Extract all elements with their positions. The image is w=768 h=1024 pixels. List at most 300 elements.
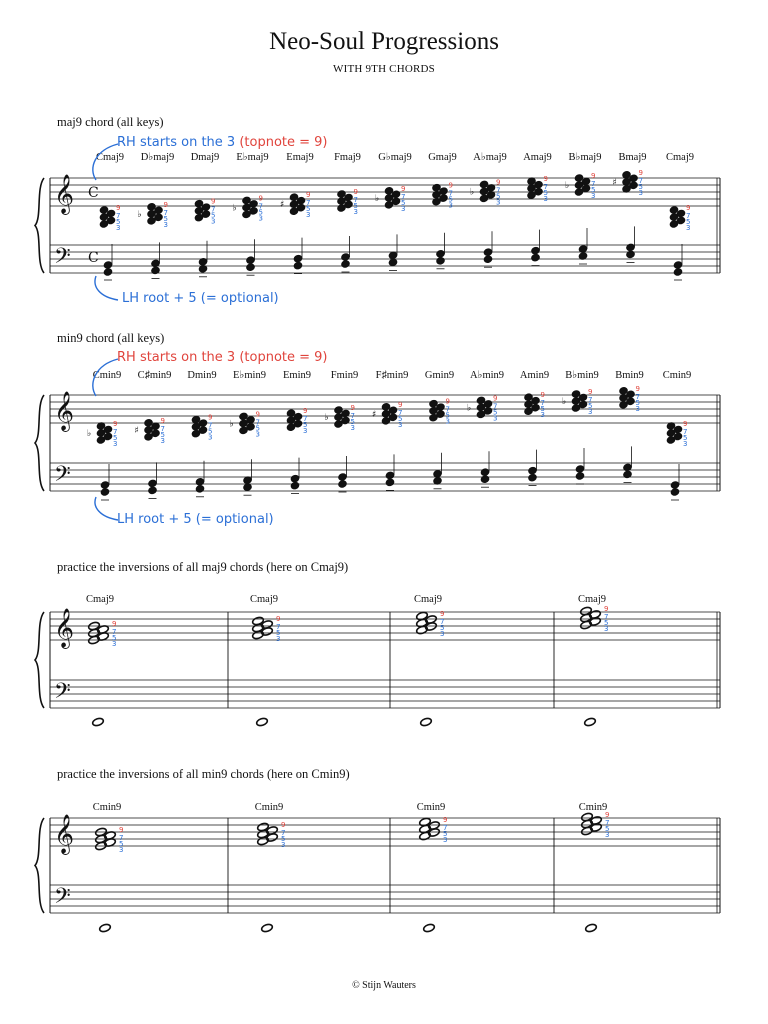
chord-symbol: B♭min9 bbox=[565, 370, 599, 381]
chord-symbol: Cmaj9 bbox=[250, 594, 278, 605]
fingering-blue: 7 bbox=[493, 402, 498, 411]
note-head bbox=[528, 466, 538, 475]
accidental: ♯ bbox=[372, 409, 377, 420]
copyright-notice: © Stijn Wauters bbox=[352, 980, 416, 991]
chord-symbol: Amin9 bbox=[519, 370, 550, 381]
fingering-blue: 5 bbox=[604, 619, 609, 627]
note-head bbox=[623, 463, 633, 472]
fingering-nine: 9 bbox=[353, 188, 358, 196]
fingering-blue: 5 bbox=[353, 202, 358, 210]
fingering-blue: 7 bbox=[258, 202, 263, 211]
handwritten-note-lh-min9: LH root + 5 (= optional) bbox=[117, 512, 274, 527]
fingering-blue: 5 bbox=[163, 214, 168, 223]
note-head bbox=[436, 249, 446, 258]
note-head bbox=[92, 717, 105, 727]
fingering-blue: 7 bbox=[605, 819, 610, 827]
page-subtitle: WITH 9TH CHORDS bbox=[333, 63, 435, 75]
fingering-blue: 3 bbox=[398, 420, 403, 429]
fingering-blue: 5 bbox=[445, 411, 450, 420]
note-head bbox=[670, 481, 680, 490]
note-head bbox=[420, 717, 433, 727]
accidental: ♭ bbox=[137, 209, 142, 220]
chord-symbol: Cmin9 bbox=[92, 802, 122, 813]
fingering-blue: 3 bbox=[686, 224, 691, 232]
chord-symbol: Cmin9 bbox=[578, 802, 608, 813]
fingering-nine: 9 bbox=[543, 175, 548, 184]
fingering-blue: 3 bbox=[255, 430, 260, 439]
note-head bbox=[151, 266, 161, 275]
note-head bbox=[341, 260, 351, 269]
note-red-text: (topnote = 9) bbox=[239, 350, 328, 365]
fingering-blue: 7 bbox=[211, 205, 216, 214]
bass-notes bbox=[423, 923, 436, 933]
note-head bbox=[531, 246, 541, 255]
fingering-blue: 3 bbox=[443, 836, 448, 844]
fingering-blue: 5 bbox=[605, 825, 610, 833]
fingering-blue: 7 bbox=[443, 824, 448, 832]
fingering-blue: 5 bbox=[306, 205, 311, 214]
fingering-blue: 3 bbox=[281, 841, 286, 849]
fingering-blue: 7 bbox=[303, 415, 308, 424]
fingering-blue: 5 bbox=[635, 398, 640, 407]
annotation-arrow bbox=[95, 497, 118, 520]
bass-notes bbox=[385, 454, 395, 490]
accidental: ♭ bbox=[565, 181, 570, 191]
accidental: ♯ bbox=[612, 177, 617, 188]
fingering-nine: 9 bbox=[303, 407, 308, 416]
fingering-nine: 9 bbox=[211, 197, 216, 206]
fingering-nine: 9 bbox=[208, 413, 213, 422]
fingering-blue: 3 bbox=[350, 424, 355, 432]
fingering-blue: 3 bbox=[445, 417, 450, 426]
chord-symbol: G♭maj9 bbox=[378, 152, 412, 163]
fingering-blue: 5 bbox=[303, 421, 308, 430]
fingering-nine: 9 bbox=[281, 821, 286, 829]
grand-staff-brace bbox=[35, 612, 44, 708]
treble-clef: 𝄞 bbox=[54, 391, 75, 431]
fingering-blue: 3 bbox=[591, 192, 596, 200]
chord-symbol: Cmin9 bbox=[416, 802, 446, 813]
chord-symbol: Cmin9 bbox=[254, 802, 284, 813]
note-head bbox=[148, 479, 158, 488]
fingering-nine: 9 bbox=[258, 194, 263, 203]
fingering-blue: 3 bbox=[276, 635, 281, 643]
accidental: ♭ bbox=[467, 403, 472, 414]
chord-symbol: E♭min9 bbox=[233, 370, 266, 381]
note-head bbox=[385, 478, 395, 487]
section-heading-min9-inversions: practice the inversions of all min9 chords (here on Cmin9) bbox=[57, 767, 350, 781]
treble-clef: 𝄞 bbox=[54, 174, 75, 214]
fingering-blue: 7 bbox=[255, 418, 260, 427]
chord-notes bbox=[381, 402, 398, 425]
accidental: ♭ bbox=[232, 203, 237, 214]
chord-notes bbox=[257, 822, 279, 846]
fingering-blue: 7 bbox=[591, 180, 596, 188]
fingering-blue: 3 bbox=[401, 204, 406, 213]
note-head bbox=[528, 473, 538, 482]
chord-symbol: Bmin9 bbox=[615, 370, 644, 381]
chord-symbol: Cmaj9 bbox=[86, 594, 114, 605]
note-head bbox=[195, 477, 205, 486]
bass-clef: 𝄢 bbox=[54, 884, 71, 914]
note-head bbox=[673, 261, 683, 270]
bass-notes bbox=[103, 244, 113, 280]
accidental: ♭ bbox=[229, 419, 234, 430]
chord-notes bbox=[432, 183, 449, 206]
bass-notes bbox=[585, 923, 598, 933]
note-head bbox=[293, 254, 303, 263]
fingering-nine: 9 bbox=[113, 420, 118, 428]
bass-clef: 𝄢 bbox=[54, 462, 71, 492]
fingering-blue: 7 bbox=[116, 212, 121, 220]
note-head bbox=[293, 261, 303, 270]
chord-symbol: Cmin9 bbox=[92, 370, 122, 381]
bass-notes bbox=[575, 448, 585, 484]
fingering-blue: 7 bbox=[350, 412, 355, 420]
fingering-blue: 5 bbox=[398, 414, 403, 423]
bass-notes bbox=[483, 231, 493, 267]
note-head bbox=[195, 484, 205, 493]
fingering-nine: 9 bbox=[588, 388, 593, 396]
fingering-blue: 5 bbox=[276, 629, 281, 637]
chord-notes bbox=[144, 418, 161, 441]
chord-notes bbox=[194, 199, 211, 222]
fingering-blue: 7 bbox=[604, 613, 609, 621]
note-blue-text: RH starts on the 3 bbox=[117, 135, 236, 150]
fingering-nine: 9 bbox=[112, 620, 117, 628]
fingering-nine: 9 bbox=[276, 615, 281, 623]
note-head bbox=[584, 717, 597, 727]
accidental: ♭ bbox=[87, 429, 92, 439]
note-head bbox=[103, 268, 113, 277]
fingering-blue: 7 bbox=[306, 199, 311, 208]
fingering-blue: 7 bbox=[160, 424, 165, 433]
fingering-blue: 5 bbox=[281, 835, 286, 843]
grand-staff-brace bbox=[35, 818, 44, 913]
fingering-blue: 7 bbox=[496, 186, 501, 195]
chord-symbol: D♭maj9 bbox=[140, 152, 175, 163]
note-head bbox=[246, 256, 256, 265]
note-head bbox=[290, 474, 300, 483]
fingering-blue: 5 bbox=[112, 634, 117, 642]
fingering-blue: 3 bbox=[112, 640, 117, 648]
treble-clef: 𝄞 bbox=[54, 814, 75, 854]
fingering-nine: 9 bbox=[686, 204, 691, 212]
chord-symbol: Cmaj9 bbox=[96, 152, 124, 163]
fingering-blue: 3 bbox=[493, 414, 498, 423]
fingering-blue: 7 bbox=[113, 428, 118, 436]
fingering-nine: 9 bbox=[493, 394, 498, 403]
fingering-blue: 7 bbox=[119, 834, 124, 842]
chord-symbol: Gmaj9 bbox=[428, 152, 457, 163]
fingering-blue: 5 bbox=[540, 405, 545, 414]
note-head bbox=[480, 468, 490, 477]
fingering-blue: 3 bbox=[588, 408, 593, 416]
fingering-blue: 7 bbox=[398, 408, 403, 417]
note-head bbox=[261, 923, 274, 933]
chord-symbol: Emin9 bbox=[283, 370, 311, 381]
fingering-nine: 9 bbox=[635, 384, 640, 393]
chord-symbol: Dmaj9 bbox=[190, 152, 220, 163]
handwritten-note-lh-maj9: LH root + 5 (= optional) bbox=[122, 291, 279, 306]
fingering-nine: 9 bbox=[605, 811, 610, 819]
fingering-blue: 3 bbox=[163, 220, 168, 229]
fingering-blue: 5 bbox=[638, 182, 643, 191]
fingering-blue: 3 bbox=[496, 198, 501, 207]
fingering-nine: 9 bbox=[163, 200, 168, 209]
fingering-blue: 7 bbox=[448, 189, 453, 198]
time-signature-c: C bbox=[88, 185, 99, 201]
fingering-blue: 7 bbox=[540, 399, 545, 408]
chord-notes bbox=[242, 196, 259, 219]
fingering-blue: 7 bbox=[638, 176, 643, 185]
chord-symbol: Fmaj9 bbox=[334, 152, 361, 163]
treble-staff bbox=[50, 612, 720, 640]
section-heading-min9: min9 chord (all keys) bbox=[57, 331, 165, 345]
page-title: Neo-Soul Progressions bbox=[269, 28, 499, 55]
grand-staff-brace bbox=[35, 395, 44, 491]
note-head bbox=[575, 465, 585, 474]
fingering-blue: 5 bbox=[255, 424, 260, 433]
fingering-blue: 5 bbox=[208, 427, 213, 436]
fingering-nine: 9 bbox=[448, 181, 453, 190]
chord-symbol: Dmin9 bbox=[187, 370, 217, 381]
fingering-nine: 9 bbox=[440, 610, 445, 618]
chord-notes bbox=[99, 206, 116, 229]
fingering-blue: 7 bbox=[163, 208, 168, 217]
note-head bbox=[100, 481, 110, 490]
fingering-blue: 5 bbox=[443, 830, 448, 838]
note-head bbox=[246, 263, 256, 272]
chord-notes bbox=[669, 206, 686, 229]
bass-notes bbox=[92, 717, 105, 727]
chord-notes bbox=[622, 170, 639, 193]
bass-notes bbox=[528, 450, 538, 486]
chord-symbol: A♭maj9 bbox=[473, 152, 507, 163]
chord-symbol: Gmin9 bbox=[424, 370, 455, 381]
fingering-nine: 9 bbox=[443, 816, 448, 824]
bass-clef: 𝄢 bbox=[54, 244, 71, 274]
fingering-blue: 7 bbox=[281, 829, 286, 837]
chord-notes bbox=[429, 399, 446, 422]
fingering-nine: 9 bbox=[496, 178, 501, 187]
bass-staff bbox=[50, 680, 720, 708]
note-head bbox=[480, 475, 490, 484]
fingering-nine: 9 bbox=[398, 400, 403, 409]
chord-symbol: Fmin9 bbox=[330, 370, 359, 381]
fingering-nine: 9 bbox=[540, 391, 545, 400]
fingering-blue: 7 bbox=[401, 192, 406, 201]
chord-notes bbox=[252, 616, 274, 640]
fingering-nine: 9 bbox=[116, 204, 121, 212]
fingering-nine: 9 bbox=[591, 172, 596, 180]
fingering-blue: 3 bbox=[604, 625, 609, 633]
fingering-blue: 3 bbox=[208, 433, 213, 442]
chord-symbol: Cmaj9 bbox=[414, 594, 442, 605]
chord-notes bbox=[666, 422, 683, 445]
note-head bbox=[256, 717, 269, 727]
fingering-nine: 9 bbox=[638, 168, 643, 177]
fingering-nine: 9 bbox=[160, 416, 165, 425]
fingering-blue: 7 bbox=[683, 428, 688, 436]
chord-symbol: Cmaj9 bbox=[578, 594, 606, 605]
chord-symbol: Cmaj9 bbox=[666, 152, 694, 163]
fingering-blue: 7 bbox=[112, 628, 117, 636]
fingering-blue: 7 bbox=[445, 405, 450, 414]
note-arrow-text: RH starts on the 3 bbox=[117, 350, 236, 365]
bass-staff bbox=[50, 245, 720, 273]
chord-symbol: C♯min9 bbox=[137, 370, 172, 381]
treble-clef: 𝄞 bbox=[54, 608, 75, 648]
bass-notes bbox=[531, 230, 541, 266]
fingering-blue: 7 bbox=[440, 618, 445, 626]
fingering-blue: 3 bbox=[116, 224, 121, 232]
bass-notes bbox=[436, 233, 446, 269]
note-red-text: (topnote = 9) bbox=[239, 135, 328, 150]
fingering-blue: 7 bbox=[686, 212, 691, 220]
note-head bbox=[585, 923, 598, 933]
fingering-blue: 5 bbox=[160, 430, 165, 439]
note-head bbox=[483, 255, 493, 264]
accidental: ♭ bbox=[562, 397, 567, 407]
fingering-blue: 5 bbox=[211, 211, 216, 220]
bass-notes bbox=[99, 923, 112, 933]
chord-notes bbox=[524, 393, 541, 416]
chord-notes bbox=[416, 611, 438, 635]
fingering-blue: 5 bbox=[258, 208, 263, 217]
fingering-blue: 3 bbox=[605, 831, 610, 839]
fingering-blue: 3 bbox=[306, 211, 311, 220]
fingering-blue: 5 bbox=[119, 840, 124, 848]
bass-staff bbox=[50, 885, 720, 913]
fingering-blue: 3 bbox=[448, 201, 453, 210]
fingering-blue: 3 bbox=[543, 195, 548, 204]
fingering-blue: 3 bbox=[540, 411, 545, 420]
chord-notes bbox=[96, 422, 113, 445]
chord-symbol: Emaj9 bbox=[286, 152, 314, 163]
fingering-blue: 5 bbox=[350, 418, 355, 426]
bass-notes bbox=[341, 236, 351, 272]
chord-notes bbox=[574, 174, 591, 197]
treble-staff bbox=[50, 818, 720, 846]
fingering-blue: 3 bbox=[683, 440, 688, 448]
bass-notes bbox=[293, 238, 303, 274]
note-head bbox=[338, 473, 348, 482]
bass-notes bbox=[256, 717, 269, 727]
fingering-blue: 5 bbox=[493, 408, 498, 417]
bass-notes bbox=[673, 244, 683, 280]
note-head bbox=[483, 248, 493, 257]
fingering-blue: 3 bbox=[440, 630, 445, 638]
note-head bbox=[436, 256, 446, 265]
fingering-nine: 9 bbox=[445, 397, 450, 406]
fingering-nine: 9 bbox=[255, 410, 260, 419]
chord-notes bbox=[239, 412, 256, 435]
note-head bbox=[341, 253, 351, 262]
fingering-blue: 3 bbox=[303, 427, 308, 436]
fingering-blue: 3 bbox=[119, 846, 124, 854]
fingering-blue: 7 bbox=[543, 183, 548, 192]
chord-symbol: Amaj9 bbox=[523, 152, 552, 163]
section-heading-maj9-inversions: practice the inversions of all maj9 chords (here on Cmaj9) bbox=[57, 560, 349, 574]
bass-notes bbox=[100, 464, 110, 500]
fingering-nine: 9 bbox=[119, 826, 124, 834]
fingering-blue: 5 bbox=[686, 218, 691, 226]
time-signature-c: C bbox=[88, 250, 99, 266]
bass-notes bbox=[584, 717, 597, 727]
fingering-blue: 3 bbox=[353, 208, 358, 216]
note-head bbox=[100, 488, 110, 497]
note-head bbox=[626, 243, 636, 252]
bass-clef: 𝄢 bbox=[54, 679, 71, 709]
fingering-blue: 5 bbox=[683, 434, 688, 442]
chord-symbol: B♭maj9 bbox=[568, 152, 602, 163]
note-head bbox=[103, 261, 113, 270]
fingering-blue: 5 bbox=[591, 186, 596, 194]
fingering-blue: 5 bbox=[401, 198, 406, 207]
note-head bbox=[626, 250, 636, 259]
bass-notes bbox=[420, 717, 433, 727]
bass-notes bbox=[338, 456, 348, 492]
chord-symbol: Cmin9 bbox=[662, 370, 692, 381]
fingering-blue: 3 bbox=[211, 217, 216, 226]
note-head bbox=[385, 471, 395, 480]
chord-symbol: A♭min9 bbox=[469, 370, 505, 381]
fingering-blue: 5 bbox=[116, 218, 121, 226]
section-heading-maj9: maj9 chord (all keys) bbox=[57, 115, 164, 129]
chord-notes bbox=[527, 177, 544, 200]
note-head bbox=[670, 488, 680, 497]
fingering-nine: 9 bbox=[306, 191, 311, 200]
fingering-nine: 9 bbox=[401, 184, 406, 193]
bass-notes bbox=[626, 226, 636, 262]
note-head bbox=[673, 268, 683, 277]
bass-notes bbox=[261, 923, 274, 933]
fingering-blue: 5 bbox=[113, 434, 118, 442]
fingering-nine: 9 bbox=[350, 404, 355, 412]
note-head bbox=[531, 253, 541, 262]
chord-notes bbox=[619, 386, 636, 409]
note-head bbox=[423, 923, 436, 933]
fingering-blue: 7 bbox=[208, 421, 213, 430]
fingering-blue: 3 bbox=[635, 404, 640, 413]
accidental: ♭ bbox=[324, 413, 329, 423]
grand-staff-brace bbox=[35, 178, 44, 273]
note-head bbox=[338, 480, 348, 489]
note-head bbox=[290, 481, 300, 490]
note-head bbox=[151, 259, 161, 268]
note-head bbox=[575, 472, 585, 481]
chord-notes bbox=[289, 193, 306, 216]
fingering-blue: 3 bbox=[113, 440, 118, 448]
fingering-nine: 9 bbox=[683, 420, 688, 428]
accidental: ♭ bbox=[470, 187, 475, 198]
chord-symbol: Bmaj9 bbox=[618, 152, 647, 163]
fingering-blue: 5 bbox=[588, 402, 593, 410]
fingering-nine: 9 bbox=[604, 605, 609, 613]
accidental: ♯ bbox=[280, 200, 285, 211]
fingering-blue: 7 bbox=[276, 623, 281, 631]
note-head bbox=[623, 470, 633, 479]
bass-notes bbox=[148, 462, 158, 498]
chord-notes bbox=[286, 409, 303, 432]
bass-notes bbox=[480, 451, 490, 487]
chord-symbol: F♯min9 bbox=[375, 370, 409, 381]
fingering-blue: 7 bbox=[588, 396, 593, 404]
note-head bbox=[99, 923, 112, 933]
fingering-blue: 5 bbox=[440, 624, 445, 632]
fingering-blue: 5 bbox=[448, 195, 453, 204]
